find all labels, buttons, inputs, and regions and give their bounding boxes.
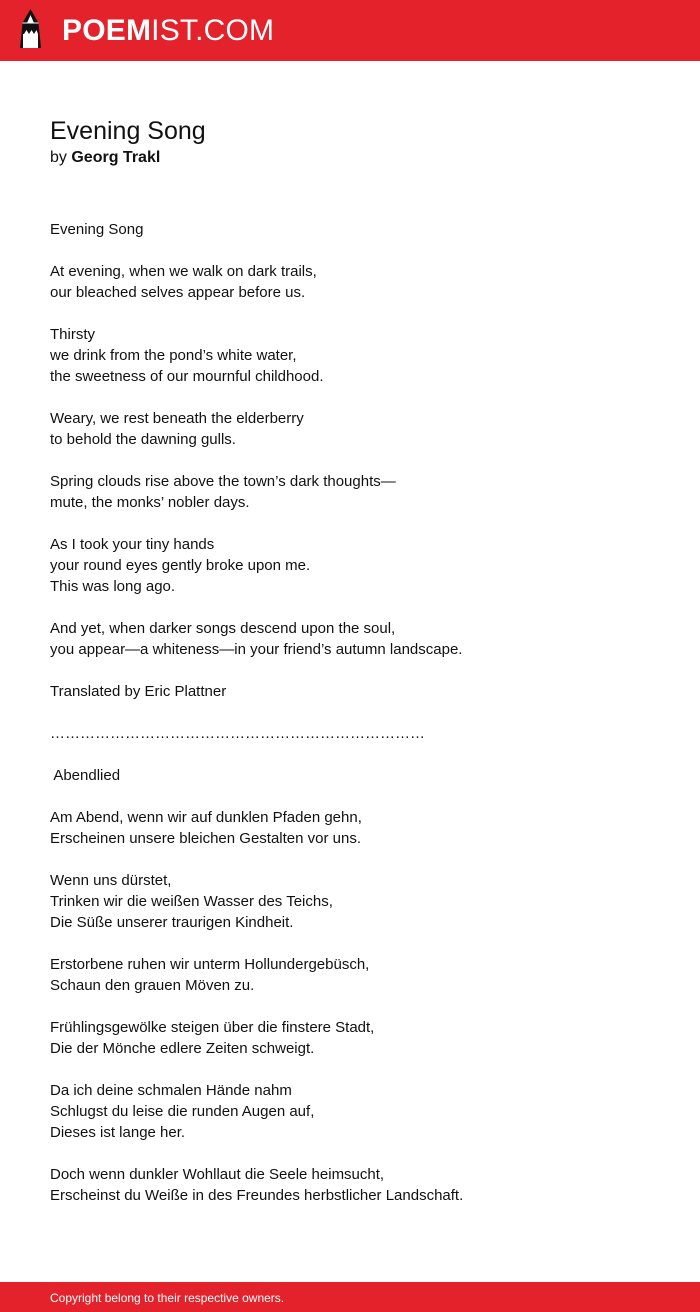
site-header [0,0,700,61]
poem-title: Evening Song [50,117,206,145]
site-logo-strong: POEM [62,14,152,47]
poem-author: Georg Trakl [71,149,161,166]
site-logo-light: IST.COM [151,14,275,47]
site-footer [0,1282,700,1312]
site-logo-text[interactable] [62,14,274,48]
poem-body: Evening Song At evening, when we walk on dark trails, our bleached selves appear before us. Thirsty we drink from the pond’s white water, the sweetness of our mournful childhood. Weary, we rest beneath the elderberry to behold the dawning gulls. Spring clouds rise above the town’s dark thoughts— mute, the monks’ nobler days. As I took your tiny hands your round eyes gently broke upon me. This was long ago. And yet, when darker songs descend upon the soul, you appear—a whiteness—in your friend’s autumn landscape. Translated by Eric Plattner ………………………………………………………………… Abendlied Am Abend, wenn wir auf dunklen Pfaden gehn, Erscheinen unsere bleichen Gestalten vor uns. Wenn uns dürstet, Trinken wir die weißen Wasser des Teichs, Die Süße unserer traurigen Kindheit. Erstorbene ruhen wir unterm Hollundergebüsch, Schaun den grauen Möven zu. Frühlingsgewölke steigen über die finstere Stadt, Die der Mönche edlere Zeiten schweigt. Da ich deine schmalen Hände nahm Schlugst du leise die runden Augen auf, Dieses ist lange her. Doch wenn dunkler Wohllaut die Seele heimsucht, Erscheinst du Weiße in des Freundes herbstlicher Landschaft. [50,221,464,1204]
copyright-text: Copyright belong to their respective owners. [50,1291,285,1305]
by-label: by [50,149,67,166]
pen-nib-icon[interactable] [18,9,43,51]
poem-byline [50,147,160,169]
